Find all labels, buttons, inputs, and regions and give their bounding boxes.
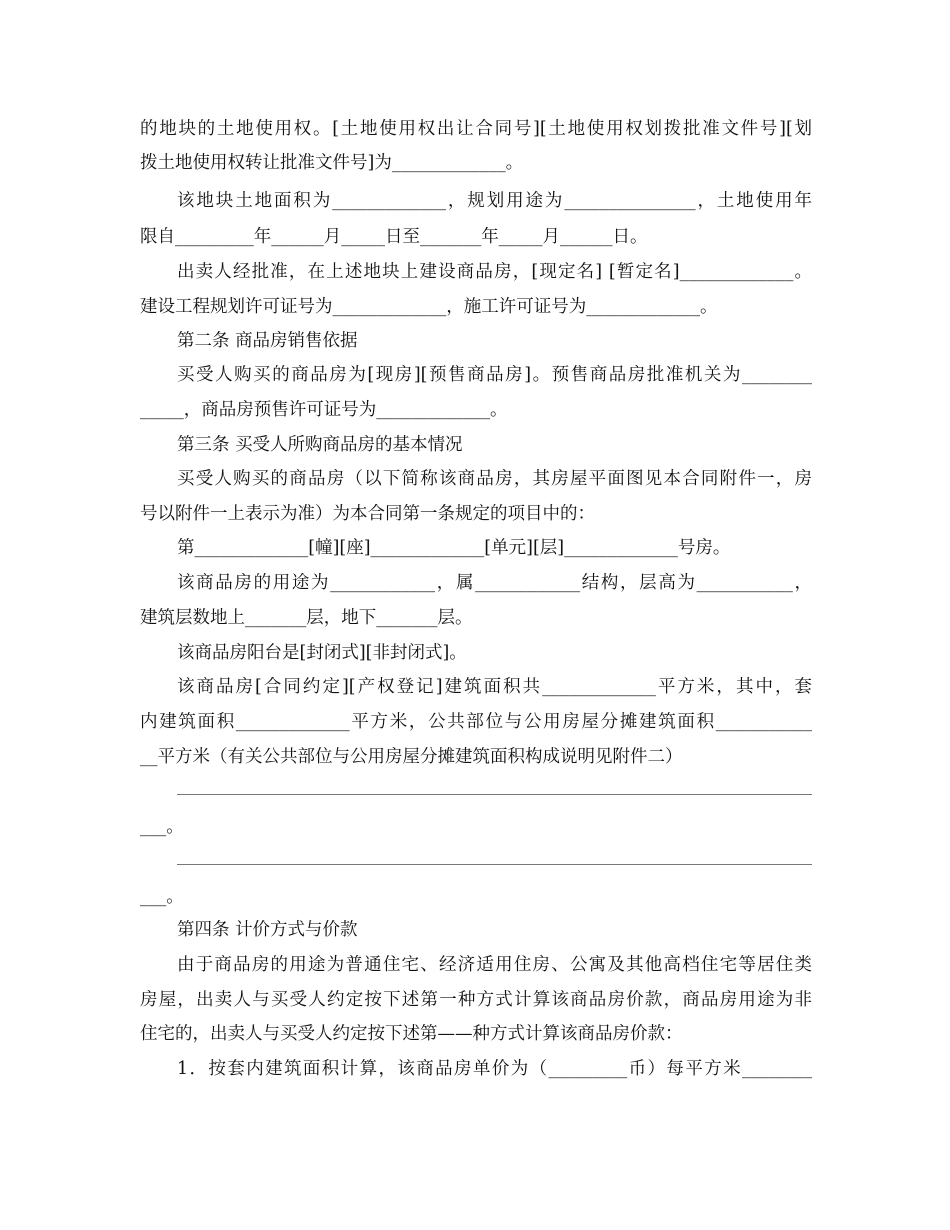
- text-line: 建筑层数地上_______层，地下_______层。: [140, 608, 473, 628]
- text-line: 该地块土地面积为_____________，规划用途为_______________，土地使用年: [177, 191, 812, 211]
- text-line: 拨土地使用权转让批准文件号]为_____________。: [140, 153, 524, 173]
- text-line: 1．按套内建筑面积计算，该商品房单价为（_________币）每平方米________: [177, 1059, 812, 1079]
- text-line: 房屋，出卖人与买受人约定按下述第一种方式计算该商品房价款，商品房用途为非: [140, 990, 812, 1010]
- text-line: 内建筑面积_____________平方米，公共部位与公用房屋分摊建筑面积___________: [140, 712, 812, 732]
- text-line: 该商品房[合同约定][产权登记]建筑面积共_____________平方米，其中，套: [177, 677, 812, 697]
- text-line: 买受人购买的商品房（以下简称该商品房，其房屋平面图见本合同附件一，房: [177, 469, 812, 489]
- text-line: __平方米（有关公共部位与公用房屋分摊建筑面积构成说明见附件二）: [140, 747, 683, 767]
- text-line: 该商品房的用途为____________，属____________结构，层高为___________，: [177, 573, 812, 593]
- text-line: 该商品房阳台是[封闭式][非封闭式]。: [177, 643, 467, 663]
- text-line: 建设工程规划许可证号为_____________，施工许可证号为_____________。: [140, 297, 718, 317]
- section-heading: 第四条 计价方式与价款: [177, 920, 358, 940]
- text-line: _____，商品房预售许可证号为_____________。: [140, 400, 508, 420]
- text-line: 买受人购买的商品房为[现房][预售商品房]。预售商品房批准机关为________: [177, 365, 812, 385]
- text-line: 的地块的土地使用权。[土地使用权出让合同号][土地使用权划拨批准文件号][划: [140, 119, 812, 139]
- blank-rule: [177, 864, 812, 865]
- text-line: ___。: [140, 887, 184, 907]
- section-heading: 第二条 商品房销售依据: [177, 331, 358, 351]
- text-line: 由于商品房的用途为普通住宅、经济适用住房、公寓及其他高档住宅等居住类: [177, 955, 812, 975]
- text-line: 住宅的，出卖人与买受人约定按下述第——种方式计算该商品房价款：: [140, 1024, 683, 1044]
- text-line: 出卖人经批准，在上述地块上建设商品房，[现定名] [暂定名]_____________。: [177, 262, 812, 282]
- section-heading: 第三条 买受人所购商品房的基本情况: [177, 435, 463, 455]
- text-line: 第_____________[幢][座]_____________[单元][层]_____________号房。: [177, 538, 731, 558]
- text-line: ___。: [140, 817, 184, 837]
- text-line: 号以附件一上表示为准）为本合同第一条规定的项目中的：: [140, 504, 595, 524]
- blank-rule: [177, 794, 812, 795]
- text-line: 限自_________年______月_____日至_______年_____月______日。: [140, 227, 648, 247]
